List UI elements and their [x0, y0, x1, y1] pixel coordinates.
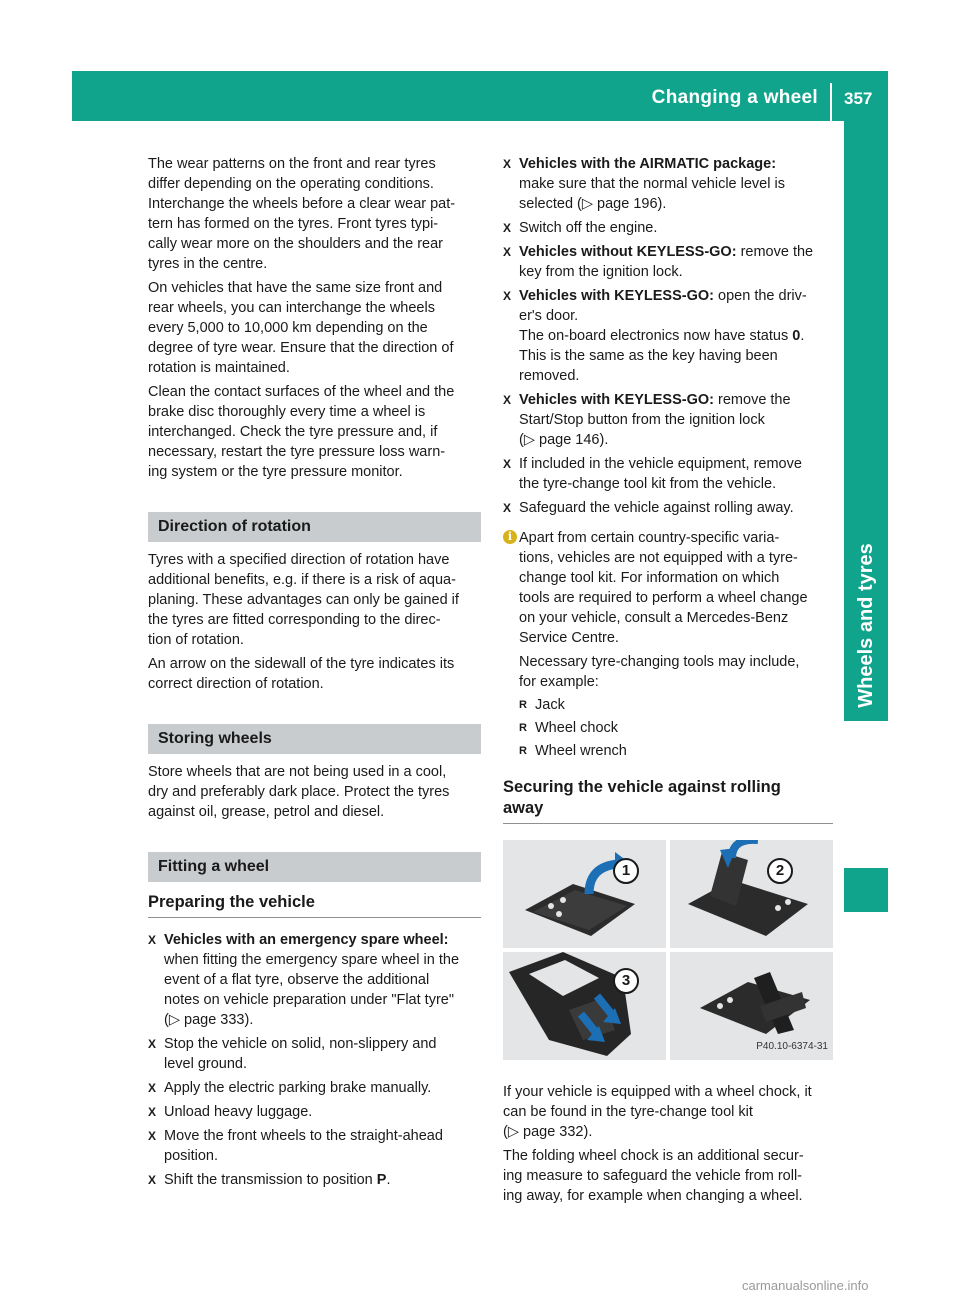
bullet-icon: R: [519, 745, 527, 757]
step-arrow-icon: X: [503, 393, 512, 407]
step-arrow-icon: X: [503, 457, 512, 471]
step-text: Shift the transmission to position: [164, 1172, 377, 1188]
securing-text: [503, 1082, 833, 1206]
left-column: [148, 154, 481, 1194]
step-text: remove the: [736, 244, 814, 260]
figure-panel-2: [670, 840, 833, 948]
preparing-steps: [148, 930, 481, 1190]
text-line: If your vehicle is equipped with a wheel chock, it: [503, 1084, 812, 1100]
bullet-icon: R: [519, 722, 527, 734]
step-condition: Vehicles with KEYLESS-GO:: [519, 392, 714, 408]
info-note: [503, 528, 833, 761]
tool-list: [519, 695, 833, 761]
step-arrow-icon: X: [148, 1129, 157, 1143]
text-line: tools are required to perform a wheel change: [519, 590, 808, 606]
text-line: notes on vehicle preparation under "Flat tyre": [164, 992, 454, 1008]
step-arrow-icon: X: [148, 933, 157, 947]
text-line: Move the front wheels to the straight-ahead: [164, 1128, 443, 1144]
figure-reference: P40.10-6374-31: [756, 1041, 828, 1052]
watermark: carmanualsonline.info: [742, 1278, 869, 1293]
instruction-step: [503, 242, 833, 282]
text-line: tern has formed on the tyres. Front tyres typi-: [148, 216, 439, 232]
callout-3: 3: [613, 968, 639, 994]
text-line: [519, 286, 833, 306]
text-line: Start/Stop button from the ignition lock: [519, 412, 765, 428]
text-line: the tyres are fitted corresponding to the direc-: [148, 612, 441, 628]
figure-panel-3: [503, 952, 666, 1060]
instruction-step: [148, 1126, 481, 1166]
page-number: 357: [844, 89, 873, 108]
text-line: Store wheels that are not being used in a cool,: [148, 764, 447, 780]
text-line: necessary, restart the tyre pressure loss warn-: [148, 444, 446, 460]
text-line: selected (▷ page 196).: [519, 196, 667, 212]
storing-text: [148, 762, 481, 822]
callout-1: 1: [613, 858, 639, 884]
text-line: Tyres with a specified direction of rotation have: [148, 552, 450, 568]
instruction-step: [503, 454, 833, 494]
text-line: additional benefits, e.g. if there is a risk of aqua-: [148, 572, 456, 588]
text-line: (▷ page 333).: [164, 1012, 254, 1028]
section-heading-storing: Storing wheels: [148, 724, 481, 754]
instruction-step: [503, 498, 833, 518]
text-line: Interchange the wheels before a clear wear pat-: [148, 196, 456, 212]
side-tab-label: Wheels and tyres: [854, 542, 877, 708]
step-arrow-icon: X: [148, 1173, 157, 1187]
text-line: ing measure to safeguard the vehicle from roll-: [503, 1168, 803, 1184]
text-line: tyres in the centre.: [148, 256, 268, 272]
text-line: On vehicles that have the same size front and: [148, 280, 443, 296]
figure-panel-1: [503, 840, 666, 948]
text-line: [164, 930, 481, 950]
intro-paragraph: [148, 154, 481, 274]
text-line: [519, 390, 833, 410]
instruction-step: [148, 930, 481, 1030]
text-line: correct direction of rotation.: [148, 676, 324, 692]
text-line: against oil, grease, petrol and diesel.: [148, 804, 385, 820]
intro-paragraph: [148, 278, 481, 378]
text-line: ing system or the tyre pressure monitor.: [148, 464, 403, 480]
step-condition: Vehicles with KEYLESS-GO:: [519, 288, 714, 304]
direction-paragraph: [148, 550, 481, 650]
text-line: the tyre-change tool kit from the vehicle.: [519, 476, 777, 492]
status-note: [503, 326, 833, 386]
text-line: position.: [164, 1148, 219, 1164]
text-line: Apply the electric parking brake manually.: [164, 1080, 432, 1096]
right-steps: [503, 154, 833, 518]
text-line: event of a flat tyre, observe the additional: [164, 972, 430, 988]
step-arrow-icon: X: [503, 245, 512, 259]
instruction-step: [503, 154, 833, 214]
callout-2: 2: [767, 858, 793, 884]
text-line: brake disc thoroughly every time a wheel is: [148, 404, 426, 420]
text-line: An arrow on the sidewall of the tyre indicates its: [148, 656, 455, 672]
step-text-end: .: [386, 1172, 391, 1188]
text-line: tions, vehicles are not equipped with a tyre-: [519, 550, 798, 566]
intro-text: [148, 154, 481, 482]
step-arrow-icon: X: [503, 289, 512, 303]
step-condition: Vehicles with an emergency spare wheel:: [164, 932, 449, 948]
status-value: 0: [792, 328, 801, 344]
text-line: Safeguard the vehicle against rolling away.: [519, 500, 794, 516]
list-item-text: Wheel wrench: [535, 743, 627, 759]
section-heading-fitting: Fitting a wheel: [148, 852, 481, 882]
text-line: on your vehicle, consult a Mercedes-Benz: [519, 610, 789, 626]
text-line: If included in the vehicle equipment, remove: [519, 456, 802, 472]
text-line: er's door.: [519, 308, 579, 324]
subheading-securing: Securing the vehicle against rolling away: [503, 777, 833, 824]
text-line: (▷ page 332).: [503, 1124, 593, 1140]
header-bar: [72, 71, 888, 121]
step-condition: Vehicles with the AIRMATIC package:: [519, 156, 777, 172]
text-line: Unload heavy luggage.: [164, 1104, 313, 1120]
step-arrow-icon: X: [148, 1105, 157, 1119]
step-condition: Vehicles without KEYLESS-GO:: [519, 244, 737, 260]
step-value: P: [376, 1172, 387, 1188]
text-line: dry and preferably dark place. Protect the tyres: [148, 784, 450, 800]
step-arrow-icon: X: [148, 1037, 157, 1051]
text-line: The folding wheel chock is an additional secur-: [503, 1148, 804, 1164]
text-line: interchanged. Check the tyre pressure and, if: [148, 424, 438, 440]
chapter-title: Changing a wheel: [651, 87, 818, 108]
instruction-step: [148, 1078, 481, 1098]
text-line: rotation is maintained.: [148, 360, 290, 376]
text-line: rear wheels, you can interchange the wheels: [148, 300, 435, 316]
text-line: make sure that the normal vehicle level is: [519, 176, 785, 192]
list-item: [519, 718, 833, 738]
step-text: remove the: [714, 392, 791, 408]
text-line: Clean the contact surfaces of the wheel and the: [148, 384, 455, 400]
header-divider: [830, 83, 832, 121]
text-line: Apart from certain country-specific varia-: [519, 530, 780, 546]
list-item: [519, 741, 833, 761]
step-arrow-icon: X: [503, 157, 512, 171]
text-line: change tool kit. For information on which: [519, 570, 780, 586]
status-note-end: .: [800, 328, 805, 344]
side-tab-marker: [844, 868, 888, 912]
text-line: cally wear more on the shoulders and the rear: [148, 236, 443, 252]
bullet-icon: R: [519, 699, 527, 711]
wheel-chock-figure: [503, 840, 833, 1060]
text-line: degree of tyre wear. Ensure that the direction of: [148, 340, 454, 356]
step-arrow-icon: X: [503, 221, 512, 235]
storing-paragraph: [148, 762, 481, 822]
text-line: [519, 154, 833, 174]
text-line: [164, 1170, 481, 1190]
instruction-step: [148, 1170, 481, 1190]
step-arrow-icon: X: [148, 1081, 157, 1095]
info-icon: i: [503, 530, 517, 544]
info-text: [519, 528, 833, 648]
step-arrow-icon: X: [503, 501, 512, 515]
text-line: Stop the vehicle on solid, non-slippery and: [164, 1036, 437, 1052]
text-line: Service Centre.: [519, 630, 619, 646]
status-note-text: The on-board electronics now have status: [519, 328, 793, 344]
subheading-preparing: Preparing the vehicle: [148, 892, 481, 918]
text-line: when fitting the emergency spare wheel in the: [164, 952, 460, 968]
text-line: ing away, for example when changing a wheel.: [503, 1188, 803, 1204]
text-line: Necessary tyre-changing tools may include,: [519, 654, 800, 670]
text-line: key from the ignition lock.: [519, 264, 683, 280]
text-line: tion of rotation.: [148, 632, 244, 648]
instruction-step: [503, 390, 833, 450]
text-line: can be found in the tyre-change tool kit: [503, 1104, 753, 1120]
list-item: [519, 695, 833, 715]
info-text-tools: [519, 652, 833, 692]
text-line: planing. These advantages can only be gained if: [148, 592, 459, 608]
list-item-text: Wheel chock: [535, 720, 619, 736]
section-heading-direction: Direction of rotation: [148, 512, 481, 542]
text-line: removed.: [519, 368, 580, 384]
securing-paragraph: [503, 1082, 833, 1142]
instruction-step: [148, 1102, 481, 1122]
step-text: open the driv-: [714, 288, 807, 304]
text-line: The wear patterns on the front and rear tyres: [148, 156, 436, 172]
instruction-step: [503, 218, 833, 238]
direction-paragraph: [148, 654, 481, 694]
direction-text: [148, 550, 481, 694]
instruction-step: [148, 1034, 481, 1074]
right-column: [503, 154, 833, 1210]
text-line: for example:: [519, 674, 599, 690]
list-item-text: Jack: [535, 697, 565, 713]
text-line: [519, 326, 833, 346]
text-line: differ depending on the operating conditions.: [148, 176, 434, 192]
instruction-step: [503, 286, 833, 326]
text-line: This is the same as the key having been: [519, 348, 778, 364]
text-line: level ground.: [164, 1056, 248, 1072]
text-line: every 5,000 to 10,000 km depending on the: [148, 320, 428, 336]
text-line: [519, 242, 833, 262]
text-line: (▷ page 146).: [519, 432, 609, 448]
securing-paragraph: [503, 1146, 833, 1206]
text-line: Switch off the engine.: [519, 220, 658, 236]
intro-paragraph: [148, 382, 481, 482]
